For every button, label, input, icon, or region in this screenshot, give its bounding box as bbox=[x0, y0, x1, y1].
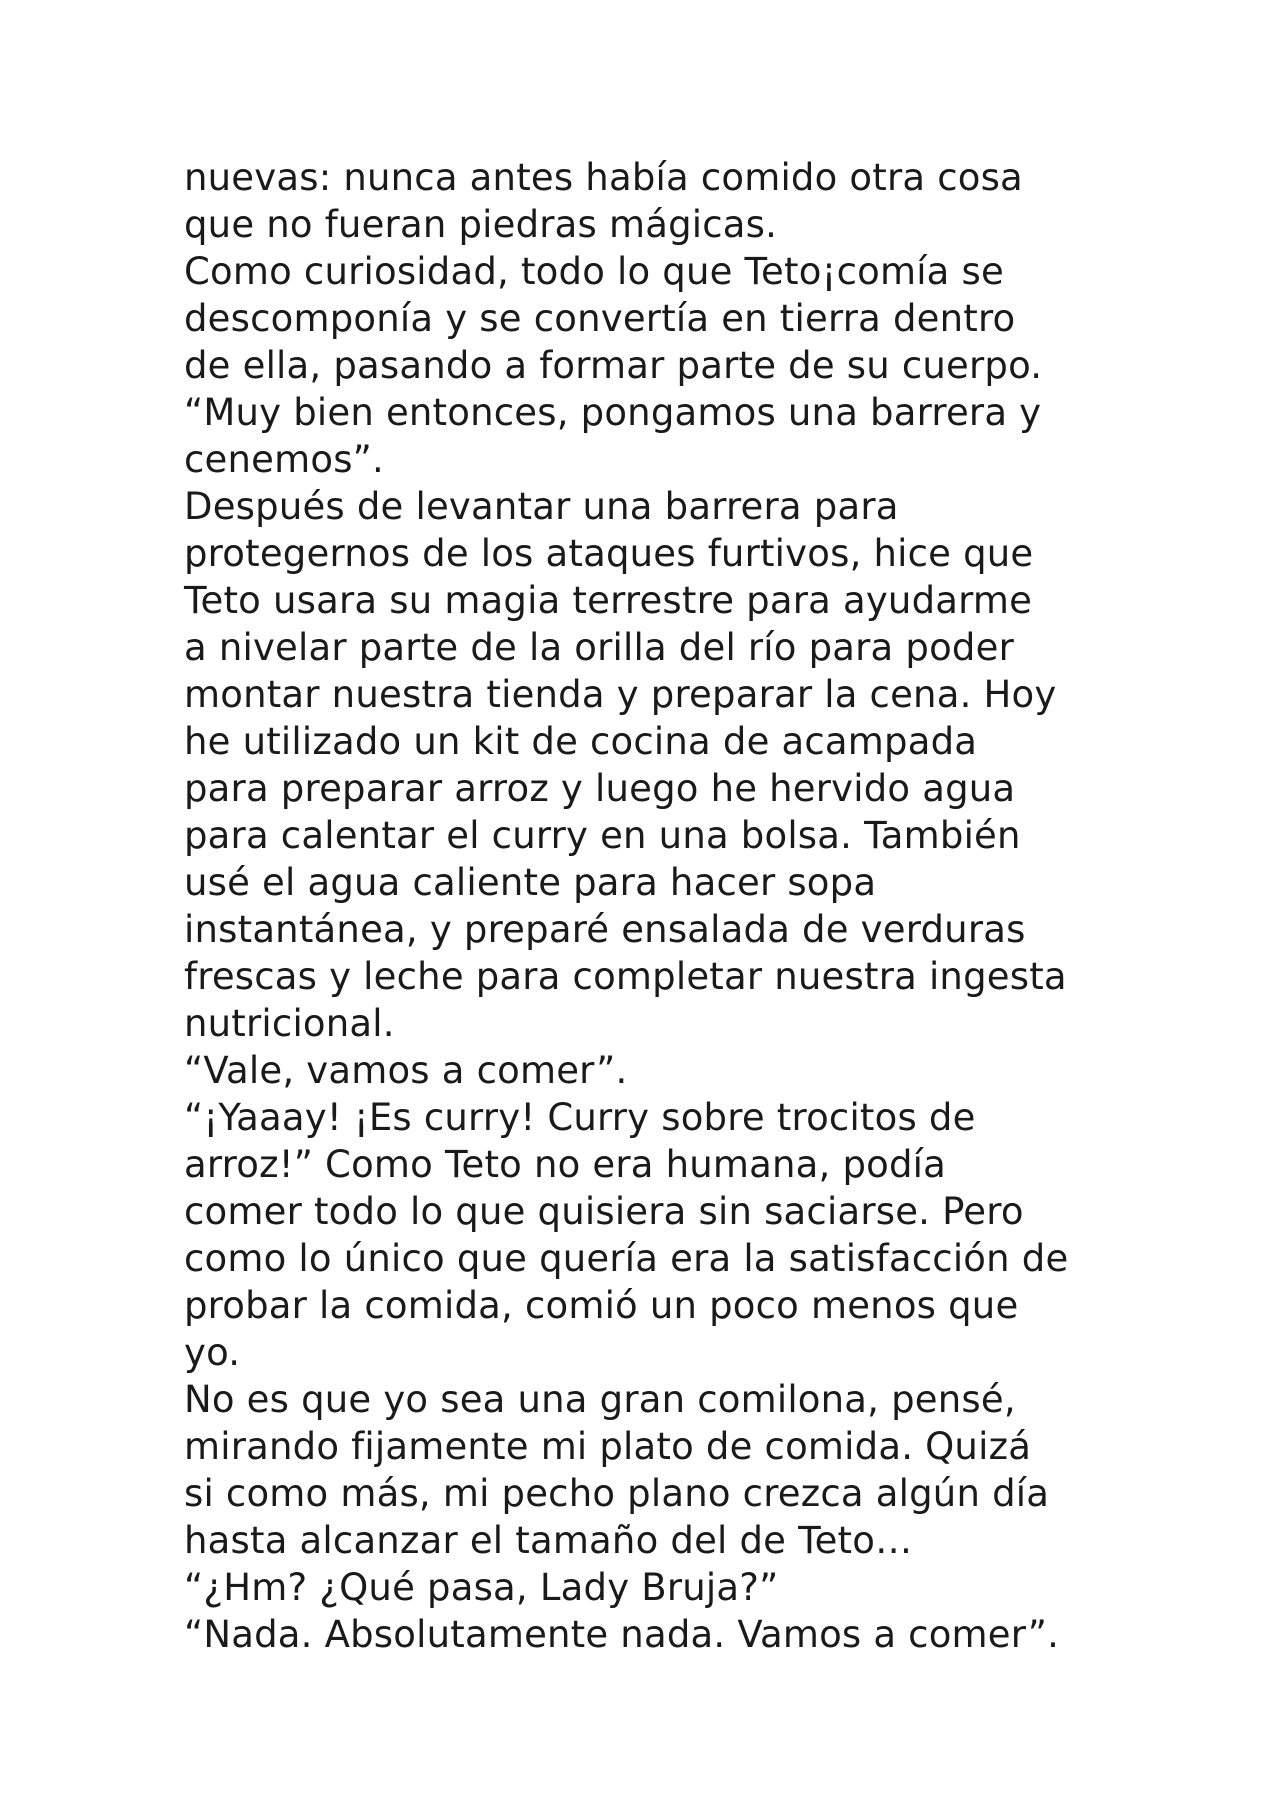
text-line: “¿Hm? ¿Qué pasa, Lady Bruja?” bbox=[184, 1566, 779, 1609]
text-line: “¡Yaaay! ¡Es curry! Curry sobre trocitos de bbox=[184, 1096, 976, 1139]
text-line: “Vale, vamos a comer”. bbox=[184, 1049, 628, 1092]
text-line: No es que yo sea una gran comilona, pensé, bbox=[184, 1378, 1016, 1421]
text-line: “Muy bien entonces, pongamos una barrera y bbox=[184, 391, 1042, 434]
text-line: nuevas: nunca antes había comido otra cosa bbox=[184, 156, 1023, 199]
text-line: probar la comida, comió un poco menos que bbox=[184, 1284, 1019, 1327]
text-line: cenemos”. bbox=[184, 438, 385, 481]
text-line: Después de levantar una barrera para bbox=[184, 485, 899, 528]
text-line: descomponía y se convertía en tierra dentro bbox=[184, 297, 1016, 340]
text-line: arroz!” Como Teto no era humana, podía bbox=[184, 1143, 947, 1186]
text-line: hasta alcanzar el tamaño del de Teto… bbox=[184, 1519, 913, 1562]
text-line: mirando fijamente mi plato de comida. Quizá bbox=[184, 1425, 1032, 1468]
text-line: yo. bbox=[184, 1331, 241, 1374]
text-line: Como curiosidad, todo lo que Teto¡comía se bbox=[184, 250, 1004, 293]
text-line: “Nada. Absolutamente nada. Vamos a comer”. bbox=[184, 1613, 1060, 1656]
text-line: montar nuestra tienda y preparar la cena. Hoy bbox=[184, 673, 1057, 716]
text-line: de ella, pasando a formar parte de su cuerpo. bbox=[184, 344, 1043, 387]
text-line: que no fueran piedras mágicas. bbox=[184, 203, 778, 246]
text-line: he utilizado un kit de cocina de acampada bbox=[184, 720, 978, 763]
text-line: usé el agua caliente para hacer sopa bbox=[184, 861, 877, 904]
text-line: frescas y leche para completar nuestra ingesta bbox=[184, 955, 1067, 998]
text-line: protegernos de los ataques furtivos, hice que bbox=[184, 532, 1034, 575]
body-text bbox=[184, 154, 1124, 1658]
text-line: instantánea, y preparé ensalada de verduras bbox=[184, 908, 1026, 951]
text-line: Teto usara su magia terrestre para ayudarme bbox=[184, 579, 1033, 622]
text-line: comer todo lo que quisiera sin saciarse. Pero bbox=[184, 1190, 1024, 1233]
text-line: nutricional. bbox=[184, 1002, 395, 1045]
text-line: como lo único que quería era la satisfacción de bbox=[184, 1237, 1069, 1280]
text-line: a nivelar parte de la orilla del río para poder bbox=[184, 626, 1014, 669]
text-line: para preparar arroz y luego he hervido agua bbox=[184, 767, 1016, 810]
text-line: para calentar el curry en una bolsa. También bbox=[184, 814, 1021, 857]
text-line: si como más, mi pecho plano crezca algún día bbox=[184, 1472, 1050, 1515]
